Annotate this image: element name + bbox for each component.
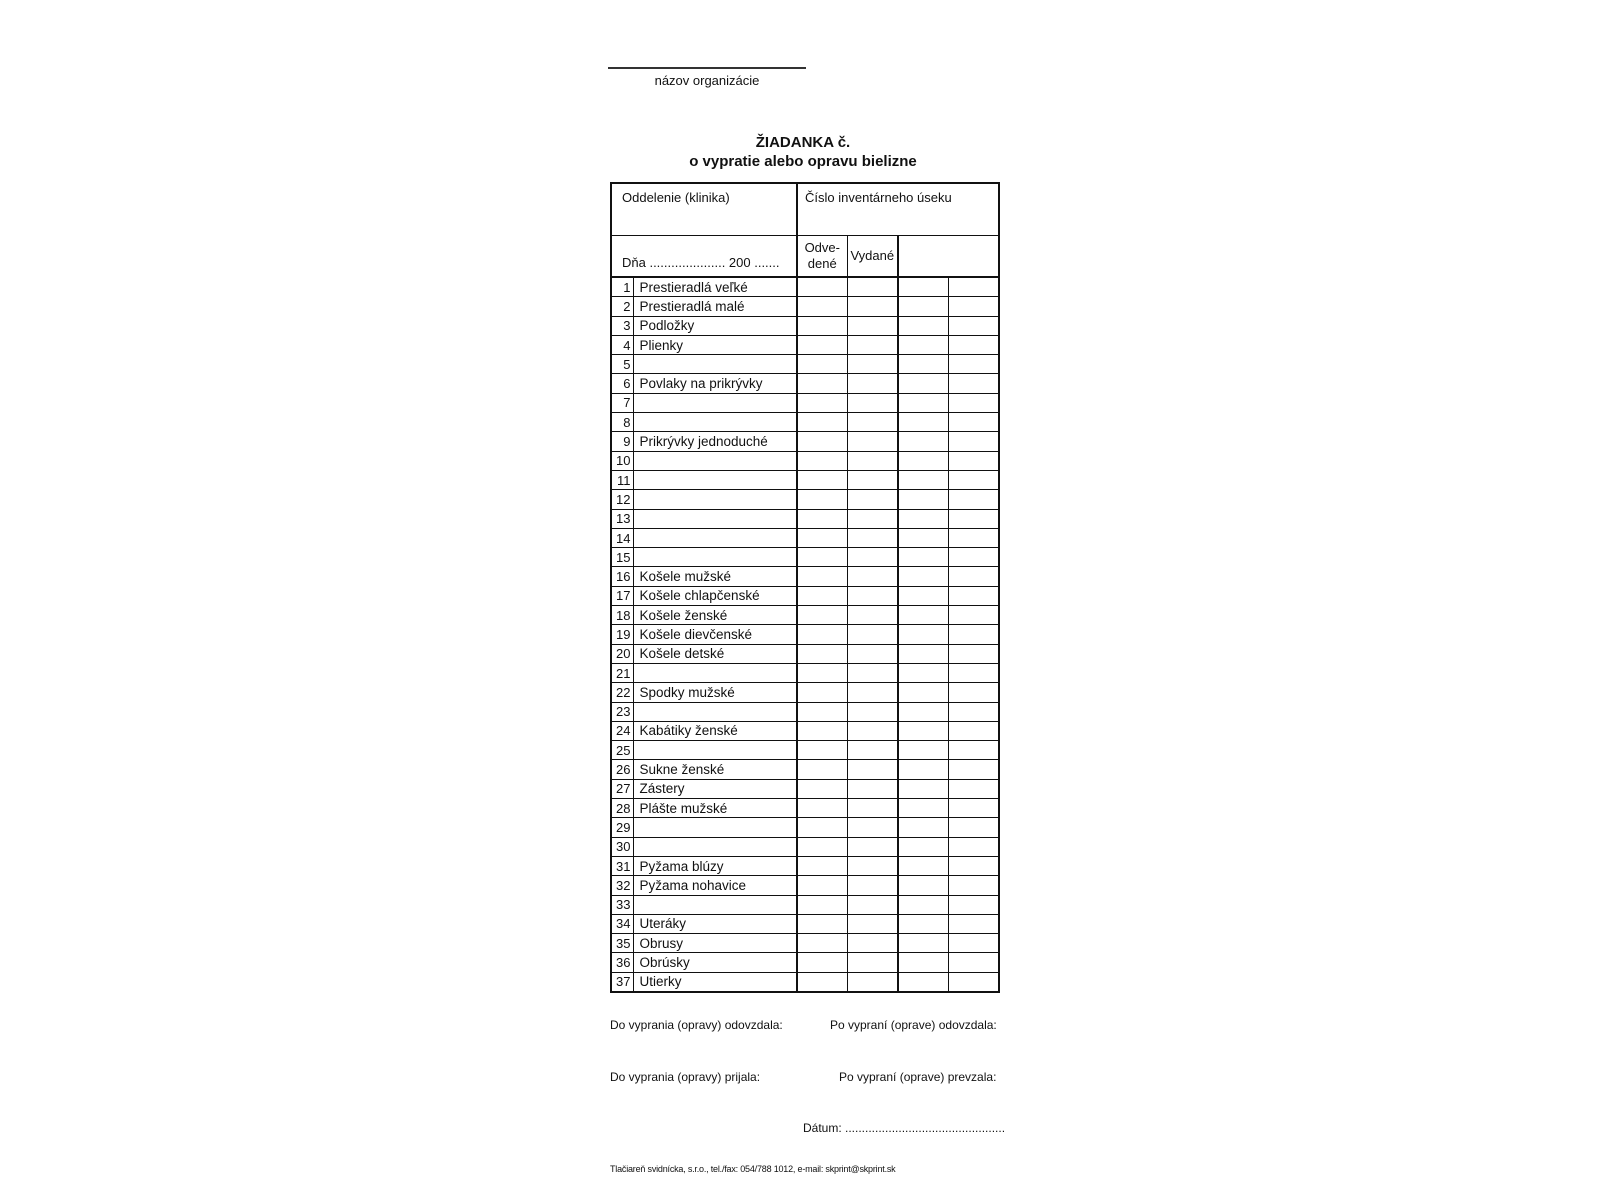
table-row — [611, 548, 999, 567]
row-item-name: Kabátiky ženské — [633, 721, 797, 740]
row-vydane-cell — [847, 876, 898, 895]
row-extra-cell-1 — [898, 702, 948, 721]
row-extra-cell-2 — [948, 316, 999, 335]
row-extra-cell-2 — [948, 528, 999, 547]
row-extra-cell-1 — [898, 625, 948, 644]
row-odvedene-cell — [797, 413, 847, 432]
row-vydane-cell — [847, 972, 898, 992]
row-number: 35 — [611, 934, 633, 953]
row-odvedene-cell — [797, 586, 847, 605]
row-extra-cell-2 — [948, 644, 999, 663]
row-extra-cell-2 — [948, 297, 999, 316]
org-name-line — [608, 67, 806, 69]
row-extra-cell-1 — [898, 934, 948, 953]
table-row — [611, 451, 999, 470]
row-extra-cell-2 — [948, 914, 999, 933]
row-odvedene-cell — [797, 567, 847, 586]
table-row — [611, 335, 999, 354]
row-number: 28 — [611, 799, 633, 818]
row-extra-cell-1 — [898, 683, 948, 702]
row-number: 15 — [611, 548, 633, 567]
table-row — [611, 413, 999, 432]
table-row — [611, 470, 999, 489]
row-vydane-cell — [847, 721, 898, 740]
row-vydane-cell — [847, 625, 898, 644]
row-item-name: Pyžama nohavice — [633, 876, 797, 895]
row-number: 10 — [611, 451, 633, 470]
row-extra-cell-2 — [948, 625, 999, 644]
row-number: 9 — [611, 432, 633, 451]
row-extra-cell-2 — [948, 779, 999, 798]
row-item-name: Prikrývky jednoduché — [633, 432, 797, 451]
row-number: 31 — [611, 856, 633, 875]
row-item-name: Obrusy — [633, 934, 797, 953]
row-extra-cell-1 — [898, 818, 948, 837]
table-row — [611, 644, 999, 663]
sig-received-before: Do vyprania (opravy) prijala: — [610, 1070, 761, 1084]
row-extra-cell-1 — [898, 972, 948, 992]
row-extra-cell-1 — [898, 470, 948, 489]
table-row — [611, 953, 999, 972]
row-extra-cell-1 — [898, 277, 948, 297]
table-row — [611, 606, 999, 625]
row-vydane-cell — [847, 528, 898, 547]
row-vydane-cell — [847, 548, 898, 567]
row-odvedene-cell — [797, 470, 847, 489]
row-extra-cell-1 — [898, 741, 948, 760]
row-extra-cell-2 — [948, 683, 999, 702]
row-odvedene-cell — [797, 741, 847, 760]
row-item-name — [633, 528, 797, 547]
row-extra-cell-1 — [898, 779, 948, 798]
row-item-name: Uteráky — [633, 914, 797, 933]
row-extra-cell-1 — [898, 355, 948, 374]
row-number: 3 — [611, 316, 633, 335]
row-number: 5 — [611, 355, 633, 374]
row-extra-cell-1 — [898, 393, 948, 412]
row-extra-cell-1 — [898, 876, 948, 895]
table-row — [611, 663, 999, 682]
row-extra-cell-2 — [948, 393, 999, 412]
row-extra-cell-1 — [898, 451, 948, 470]
row-number: 27 — [611, 779, 633, 798]
row-odvedene-cell — [797, 316, 847, 335]
row-odvedene-cell — [797, 335, 847, 354]
row-item-name: Košele mužské — [633, 567, 797, 586]
row-odvedene-cell — [797, 490, 847, 509]
row-extra-cell-1 — [898, 335, 948, 354]
row-extra-cell-1 — [898, 799, 948, 818]
row-item-name: Zástery — [633, 779, 797, 798]
row-extra-cell-2 — [948, 895, 999, 914]
department-cell: Oddelenie (klinika) — [611, 183, 797, 235]
row-vydane-cell — [847, 297, 898, 316]
table-row — [611, 914, 999, 933]
row-number: 4 — [611, 335, 633, 354]
row-extra-cell-2 — [948, 451, 999, 470]
row-extra-cell-1 — [898, 528, 948, 547]
row-extra-cell-2 — [948, 490, 999, 509]
row-extra-cell-1 — [898, 721, 948, 740]
row-extra-cell-1 — [898, 856, 948, 875]
header-empty-cell — [898, 235, 999, 277]
row-item-name: Košele detské — [633, 644, 797, 663]
date-line: Dátum: ................................................ — [803, 1121, 1006, 1135]
row-item-name — [633, 490, 797, 509]
table-row — [611, 567, 999, 586]
row-odvedene-cell — [797, 837, 847, 856]
row-vydane-cell — [847, 586, 898, 605]
row-number: 6 — [611, 374, 633, 393]
row-vydane-cell — [847, 953, 898, 972]
row-vydane-cell — [847, 335, 898, 354]
table-row — [611, 876, 999, 895]
table-row — [611, 741, 999, 760]
row-extra-cell-2 — [948, 818, 999, 837]
table-row — [611, 316, 999, 335]
row-extra-cell-1 — [898, 644, 948, 663]
row-extra-cell-2 — [948, 277, 999, 297]
row-item-name — [633, 413, 797, 432]
row-item-name — [633, 451, 797, 470]
row-vydane-cell — [847, 663, 898, 682]
row-odvedene-cell — [797, 683, 847, 702]
row-vydane-cell — [847, 413, 898, 432]
row-number: 18 — [611, 606, 633, 625]
row-odvedene-cell — [797, 625, 847, 644]
row-extra-cell-2 — [948, 470, 999, 489]
row-vydane-cell — [847, 895, 898, 914]
title-line-2: o vypratie alebo opravu bielizne — [689, 153, 917, 170]
table-row — [611, 779, 999, 798]
row-extra-cell-2 — [948, 509, 999, 528]
row-vydane-cell — [847, 779, 898, 798]
row-odvedene-cell — [797, 934, 847, 953]
row-vydane-cell — [847, 856, 898, 875]
row-item-name — [633, 702, 797, 721]
row-extra-cell-1 — [898, 413, 948, 432]
row-extra-cell-2 — [948, 567, 999, 586]
row-number: 21 — [611, 663, 633, 682]
row-odvedene-cell — [797, 355, 847, 374]
row-number: 14 — [611, 528, 633, 547]
sig-handed-after: Po vypraní (oprave) odovzdala: — [830, 1018, 997, 1032]
row-number: 16 — [611, 567, 633, 586]
row-vydane-cell — [847, 606, 898, 625]
row-extra-cell-2 — [948, 548, 999, 567]
row-extra-cell-2 — [948, 934, 999, 953]
row-extra-cell-1 — [898, 760, 948, 779]
row-extra-cell-2 — [948, 837, 999, 856]
form-title — [608, 133, 998, 171]
table-row — [611, 683, 999, 702]
date-cell: Dňa ..................... 200 ....... — [611, 235, 797, 277]
row-extra-cell-2 — [948, 721, 999, 740]
row-odvedene-cell — [797, 914, 847, 933]
row-number: 8 — [611, 413, 633, 432]
row-number: 29 — [611, 818, 633, 837]
row-number: 13 — [611, 509, 633, 528]
table-row — [611, 432, 999, 451]
table-row — [611, 490, 999, 509]
row-odvedene-cell — [797, 277, 847, 297]
row-odvedene-cell — [797, 779, 847, 798]
table-row — [611, 934, 999, 953]
row-number: 7 — [611, 393, 633, 412]
row-vydane-cell — [847, 316, 898, 335]
table-row — [611, 895, 999, 914]
row-odvedene-cell — [797, 393, 847, 412]
title-line-1: ŽIADANKA č. — [755, 134, 851, 151]
row-odvedene-cell — [797, 663, 847, 682]
row-item-name: Spodky mužské — [633, 683, 797, 702]
row-number: 37 — [611, 972, 633, 992]
row-odvedene-cell — [797, 374, 847, 393]
table-row — [611, 818, 999, 837]
row-vydane-cell — [847, 760, 898, 779]
row-vydane-cell — [847, 355, 898, 374]
row-extra-cell-2 — [948, 856, 999, 875]
row-item-name: Košele chlapčenské — [633, 586, 797, 605]
sig-handed-before: Do vyprania (opravy) odovzdala: — [610, 1018, 783, 1032]
row-odvedene-cell — [797, 895, 847, 914]
table-row — [611, 837, 999, 856]
row-vydane-cell — [847, 567, 898, 586]
row-vydane-cell — [847, 509, 898, 528]
row-extra-cell-2 — [948, 355, 999, 374]
row-odvedene-cell — [797, 972, 847, 992]
row-vydane-cell — [847, 432, 898, 451]
row-item-name: Obrúsky — [633, 953, 797, 972]
row-extra-cell-2 — [948, 413, 999, 432]
row-item-name — [633, 548, 797, 567]
table-row — [611, 355, 999, 374]
row-odvedene-cell — [797, 432, 847, 451]
table-row — [611, 374, 999, 393]
row-vydane-cell — [847, 490, 898, 509]
row-vydane-cell — [847, 818, 898, 837]
row-extra-cell-1 — [898, 490, 948, 509]
row-item-name — [633, 355, 797, 374]
row-vydane-cell — [847, 934, 898, 953]
row-extra-cell-1 — [898, 548, 948, 567]
row-item-name: Pyžama blúzy — [633, 856, 797, 875]
printer-footer: Tlačiareň svidnícka, s.r.o., tel./fax: 054/788 1012, e-mail: skprint@skprint.sk — [610, 1164, 896, 1174]
row-extra-cell-2 — [948, 876, 999, 895]
row-odvedene-cell — [797, 876, 847, 895]
row-item-name — [633, 837, 797, 856]
row-extra-cell-1 — [898, 953, 948, 972]
row-extra-cell-1 — [898, 567, 948, 586]
row-vydane-cell — [847, 914, 898, 933]
row-vydane-cell — [847, 277, 898, 297]
row-number: 22 — [611, 683, 633, 702]
row-odvedene-cell — [797, 953, 847, 972]
row-extra-cell-2 — [948, 586, 999, 605]
row-extra-cell-1 — [898, 895, 948, 914]
row-item-name: Utierky — [633, 972, 797, 992]
row-number: 36 — [611, 953, 633, 972]
table-row — [611, 586, 999, 605]
row-extra-cell-1 — [898, 432, 948, 451]
row-number: 25 — [611, 741, 633, 760]
row-extra-cell-2 — [948, 760, 999, 779]
row-number: 30 — [611, 837, 633, 856]
row-item-name: Košele dievčenské — [633, 625, 797, 644]
row-vydane-cell — [847, 393, 898, 412]
row-vydane-cell — [847, 741, 898, 760]
row-extra-cell-1 — [898, 316, 948, 335]
col-odvedene-header: Odve- dené — [797, 235, 847, 277]
row-number: 32 — [611, 876, 633, 895]
row-extra-cell-1 — [898, 509, 948, 528]
table-row — [611, 393, 999, 412]
row-item-name — [633, 663, 797, 682]
row-item-name: Povlaky na prikrývky — [633, 374, 797, 393]
row-item-name: Sukne ženské — [633, 760, 797, 779]
row-odvedene-cell — [797, 548, 847, 567]
row-number: 19 — [611, 625, 633, 644]
row-extra-cell-1 — [898, 837, 948, 856]
row-vydane-cell — [847, 683, 898, 702]
row-number: 24 — [611, 721, 633, 740]
row-extra-cell-2 — [948, 374, 999, 393]
row-vydane-cell — [847, 451, 898, 470]
row-item-name — [633, 818, 797, 837]
table-row — [611, 972, 999, 992]
table-row — [611, 799, 999, 818]
row-odvedene-cell — [797, 606, 847, 625]
row-number: 26 — [611, 760, 633, 779]
laundry-request-table — [610, 182, 1000, 993]
row-extra-cell-1 — [898, 606, 948, 625]
row-odvedene-cell — [797, 818, 847, 837]
row-item-name: Košele ženské — [633, 606, 797, 625]
inventory-number-cell: Číslo inventárneho úseku — [797, 183, 999, 235]
row-odvedene-cell — [797, 297, 847, 316]
row-item-name: Plienky — [633, 335, 797, 354]
row-item-name: Prestieradlá veľké — [633, 277, 797, 297]
row-extra-cell-1 — [898, 586, 948, 605]
row-extra-cell-2 — [948, 335, 999, 354]
row-odvedene-cell — [797, 528, 847, 547]
table-row — [611, 509, 999, 528]
row-item-name — [633, 741, 797, 760]
row-vydane-cell — [847, 837, 898, 856]
table-row — [611, 297, 999, 316]
table-row — [611, 856, 999, 875]
row-odvedene-cell — [797, 856, 847, 875]
row-extra-cell-2 — [948, 799, 999, 818]
row-odvedene-cell — [797, 509, 847, 528]
row-vydane-cell — [847, 374, 898, 393]
table-row — [611, 277, 999, 297]
row-vydane-cell — [847, 470, 898, 489]
row-extra-cell-2 — [948, 702, 999, 721]
row-extra-cell-1 — [898, 663, 948, 682]
row-item-name — [633, 895, 797, 914]
row-extra-cell-1 — [898, 297, 948, 316]
table-row — [611, 528, 999, 547]
row-odvedene-cell — [797, 721, 847, 740]
row-extra-cell-2 — [948, 741, 999, 760]
row-extra-cell-2 — [948, 953, 999, 972]
sig-taken-after: Po vypraní (oprave) prevzala: — [839, 1070, 997, 1084]
row-odvedene-cell — [797, 644, 847, 663]
table-row — [611, 721, 999, 740]
row-number: 11 — [611, 470, 633, 489]
row-number: 34 — [611, 914, 633, 933]
org-name-label: názov organizácie — [654, 73, 760, 88]
row-extra-cell-2 — [948, 663, 999, 682]
row-extra-cell-1 — [898, 914, 948, 933]
row-odvedene-cell — [797, 799, 847, 818]
row-vydane-cell — [847, 644, 898, 663]
row-item-name — [633, 470, 797, 489]
row-extra-cell-1 — [898, 374, 948, 393]
row-item-name — [633, 509, 797, 528]
row-number: 17 — [611, 586, 633, 605]
row-item-name: Podložky — [633, 316, 797, 335]
row-item-name — [633, 393, 797, 412]
row-number: 12 — [611, 490, 633, 509]
table-row — [611, 625, 999, 644]
row-number: 1 — [611, 277, 633, 297]
row-number: 20 — [611, 644, 633, 663]
row-extra-cell-2 — [948, 432, 999, 451]
row-extra-cell-2 — [948, 972, 999, 992]
row-odvedene-cell — [797, 451, 847, 470]
table-row — [611, 702, 999, 721]
row-odvedene-cell — [797, 760, 847, 779]
row-vydane-cell — [847, 702, 898, 721]
row-number: 33 — [611, 895, 633, 914]
row-item-name: Plášte mužské — [633, 799, 797, 818]
row-number: 2 — [611, 297, 633, 316]
col-vydane-header: Vydané — [847, 235, 898, 277]
table-row — [611, 760, 999, 779]
row-odvedene-cell — [797, 702, 847, 721]
row-item-name: Prestieradlá malé — [633, 297, 797, 316]
row-number: 23 — [611, 702, 633, 721]
row-vydane-cell — [847, 799, 898, 818]
row-extra-cell-2 — [948, 606, 999, 625]
